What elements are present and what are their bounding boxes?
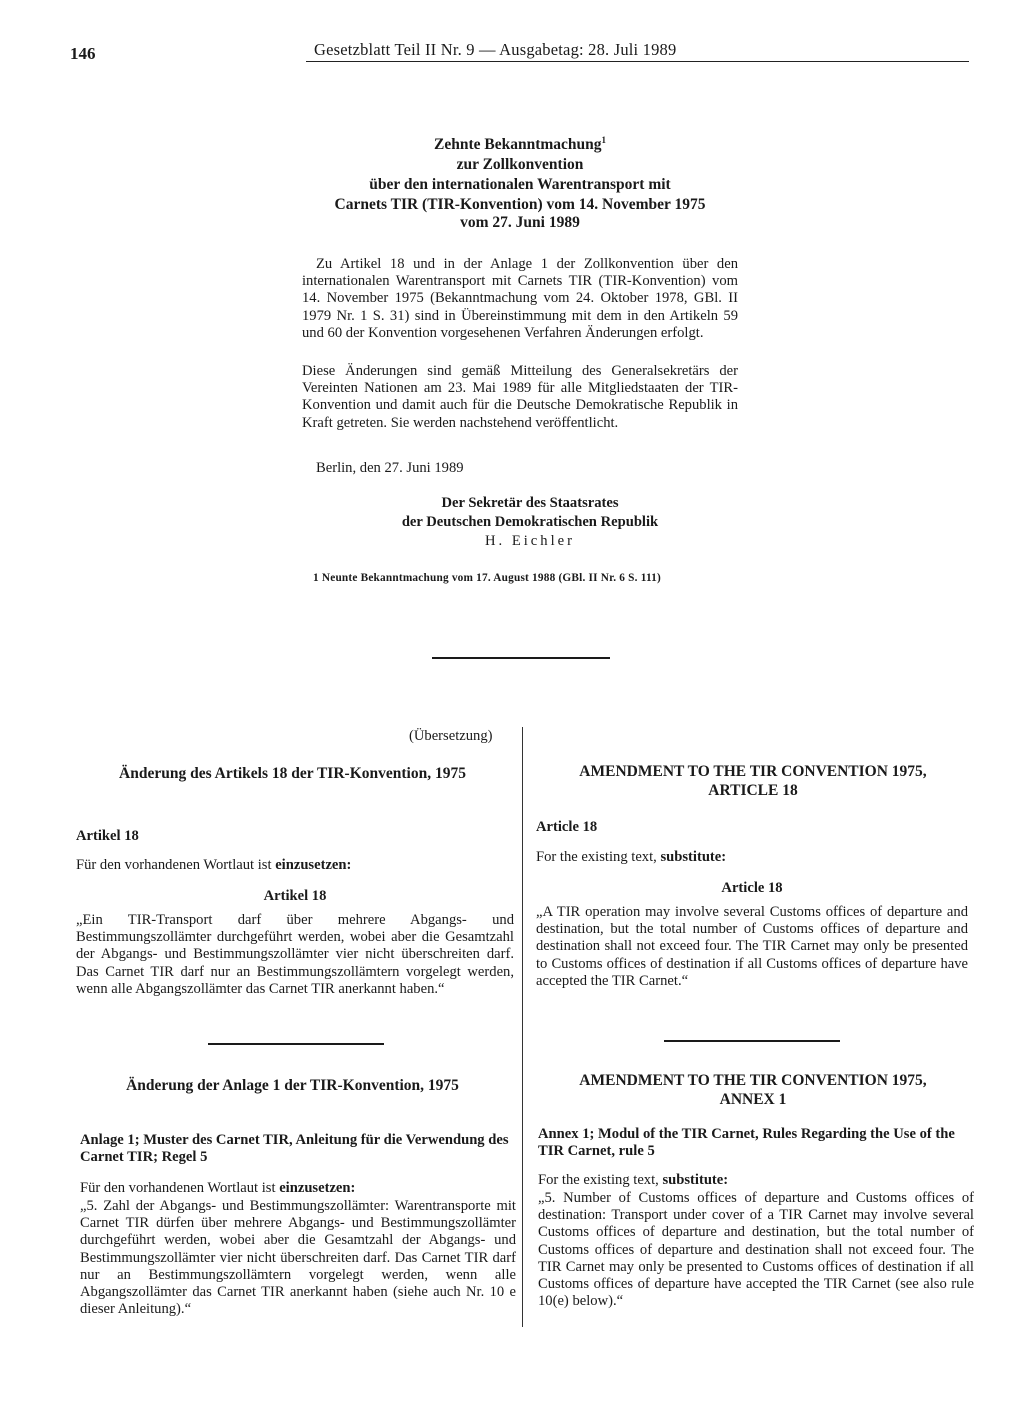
english-heading-2-line-1: AMENDMENT TO THE TIR CONVENTION 1975, [579, 1072, 927, 1089]
footnote: 1 Neunte Bekanntmachung vom 17. August 1988 (GBl. II Nr. 6 S. 111) [313, 572, 661, 584]
german-article-heading: Artikel 18 [263, 888, 327, 904]
english-heading-article-18 [537, 762, 969, 800]
footnote-marker: 1 [601, 135, 607, 145]
german-substitute-keyword-2: einzusetzen: [279, 1180, 356, 1196]
english-heading-2-line-2: ANNEX 1 [719, 1091, 787, 1108]
german-heading-annex-1: Änderung der Anlage 1 der TIR-Konvention, 1975 [126, 1077, 459, 1094]
english-heading-1-line-2: ARTICLE 18 [708, 782, 798, 799]
english-article-label: Article 18 [536, 819, 598, 835]
english-substitute-prefix-2: For the existing text, [538, 1172, 663, 1188]
german-substitute-keyword: einzusetzen: [275, 857, 352, 873]
page-number: 146 [70, 44, 96, 63]
german-substitute-line [76, 857, 351, 874]
english-article-heading: Article 18 [721, 880, 783, 896]
english-substitute-prefix: For the existing text, [536, 849, 661, 865]
german-article-label: Artikel 18 [76, 828, 139, 844]
signer-title-2: der Deutschen Demokratischen Republik [401, 514, 659, 530]
german-annex-label: Anlage 1; Muster des Carnet TIR, Anleitung für die Verwendung des Carnet TIR; Regel 5 [80, 1132, 509, 1165]
column-divider [522, 727, 523, 1327]
english-substitute-line [536, 849, 726, 866]
signer-name: H. Eichler [485, 533, 575, 549]
signer-title-1: Der Sekretär des Staatsrates [441, 495, 619, 511]
english-article-body: „A TIR operation may involve several Customs offices of departure and destination, but the total number of Customs offices of departure and destination shall not exceed four. The TIR Carnet may only be presented to Customs offices of destination if all Customs offices of departure have accepted the TIR Carnet.“ [536, 904, 968, 989]
notice-title-line3: über den internationalen Warentransport mit [369, 176, 671, 194]
german-article-body: „Ein TIR-Transport darf über mehrere Abgangs- und Bestimmungszollämter durchgeführt werden, wobei aber die Gesamtzahl der Abgangs- und Bestimmungszollämter vier nicht überschreiten darf. Das Carnet TIR darf nur an Bestimmungszollämtern vorgelegt werden, wenn alle Abgangszollämter das Carnet TIR anerkannt haben.“ [76, 912, 514, 997]
english-substitute-keyword-2: substitute: [662, 1172, 729, 1188]
notice-paragraph-2: Diese Änderungen sind gemäß Mitteilung des Generalsekretärs der Vereinten Nationen am 23. Mai 1989 für alle Mitgliedstaaten der TIR-Konvention und damit auch für die Deutsche Demokratische Republik in Kraft getreten. Sie werden nachstehend veröffentlicht. [302, 363, 738, 431]
section-divider [432, 657, 610, 659]
german-substitute-prefix-2: Für den vorhandenen Wortlaut ist [80, 1180, 280, 1196]
english-annex-label: Annex 1; Modul of the TIR Carnet, Rules Regarding the Use of the TIR Carnet, rule 5 [538, 1126, 955, 1159]
notice-title-line1: Zehnte Bekanntmachung [433, 136, 602, 154]
notice-paragraph-1: Zu Artikel 18 und in der Anlage 1 der Zollkonvention über den internationalen Warentransport mit Carnets TIR (TIR-Konvention) vom 14. November 1975 (Bekanntmachung vom 24. Oktober 1978, GBl. II 1979 Nr. 1 S. 31) sind in Übereinstimmung mit dem in den Artikeln 59 und 60 der Konvention vorgesehenen Verfahren Änderungen erfolgt. [302, 256, 738, 341]
header-rule [306, 61, 969, 62]
translation-note: (Übersetzung) [409, 728, 493, 744]
english-divider [664, 1040, 840, 1042]
english-heading-annex-1 [537, 1071, 969, 1109]
notice-title [290, 130, 750, 215]
german-substitute-line-2 [80, 1180, 355, 1197]
english-heading-1-line-1: AMENDMENT TO THE TIR CONVENTION 1975, [579, 763, 927, 780]
german-substitute-prefix: Für den vorhandenen Wortlaut ist [76, 857, 276, 873]
signature-block [330, 494, 730, 551]
notice-title-line4: Carnets TIR (TIR-Konvention) vom 14. November 1975 [334, 196, 706, 214]
notice-date: vom 27. Juni 1989 [460, 214, 580, 231]
german-annex-body: „5. Zahl der Abgangs- und Bestimmungszollämter: Warentransporte mit Carnet TIR dürfen über mehrere Abgangs- und Bestimmungszollämter durchgeführt werden, wobei aber die Gesamtzahl der Abgangs- und Bestimmungszollämter vier nicht überschreiten darf. Das Carnet TIR darf nur an Bestimmungszollämtern vorgelegt werden, wenn alle Abgangszollämter das Carnet TIR anerkannt haben (siehe auch Nr. 10 e dieser Anleitung).“ [80, 1198, 516, 1318]
english-annex-body: „5. Number of Customs offices of departure and Customs offices of destination: Transport under cover of a TIR Carnet may involve several Customs offices of departure and destination, but the total number of Customs offices of departure and destination shall not exceed four. The TIR Carnet may only be presented to Customs offices of destination if all Customs offices of departure have accepted the TIR Carnet (see also rule 10(e) below).“ [538, 1190, 974, 1310]
german-divider [208, 1043, 384, 1045]
german-heading-article-18: Änderung des Artikels 18 der TIR-Konvention, 1975 [119, 765, 466, 782]
english-substitute-line-2 [538, 1172, 728, 1189]
notice-title-line2: zur Zollkonvention [456, 156, 584, 174]
running-head: Gesetzblatt Teil II Nr. 9 — Ausgabetag: 28. Juli 1989 [314, 40, 677, 59]
place-date: Berlin, den 27. Juni 1989 [316, 460, 464, 476]
english-substitute-keyword: substitute: [660, 849, 727, 865]
